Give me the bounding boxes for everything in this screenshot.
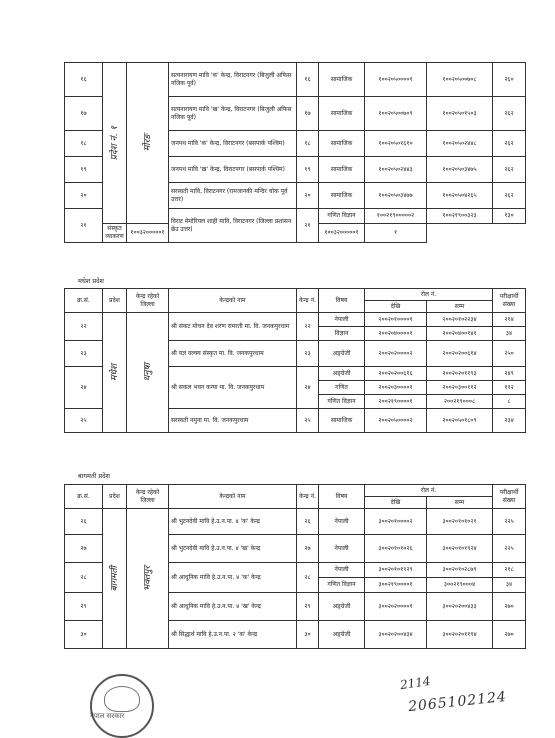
candidate-count: २१८: [493, 563, 526, 578]
subject: नेपाली: [319, 535, 365, 563]
subject: सामाजिक: [319, 97, 365, 131]
subject: सामाजिक: [319, 157, 365, 183]
subject: गणित विज्ञान: [319, 395, 365, 409]
subject: विज्ञान: [319, 327, 365, 341]
signature-line1: 2114: [399, 673, 432, 693]
center-name: श्री आधुनिक मावि हे.उ.न.पा. ४ 'ख' केन्द्र: [169, 593, 297, 621]
roll-to: २००२०२००६१४: [427, 341, 493, 367]
candidate-count: १: [365, 224, 427, 243]
roll-from: ३००२०१०१९२९: [365, 563, 427, 578]
province-cell: [103, 509, 127, 649]
header-subject: विषय: [319, 289, 365, 313]
table-row: [65, 63, 526, 97]
serial-number: २४: [65, 367, 103, 409]
roll-to: २००२०१०२२३४: [427, 313, 493, 327]
roll-from: २००२०३००००१: [365, 381, 427, 395]
roll-from: ३००२०२००४३४: [365, 621, 427, 649]
header-row: [65, 289, 526, 301]
district-label: भक्तपुर: [142, 565, 153, 592]
center-number: २२: [297, 313, 319, 341]
candidate-count: २६२: [493, 97, 526, 131]
center-number: २३: [297, 341, 319, 367]
seal-text: नेपाल सरकार: [90, 712, 125, 720]
roll-to: २००२०३००११२: [427, 381, 493, 395]
subject: संस्कृत व्याकरण: [103, 224, 127, 243]
center-name: श्री सिद्धार्थ मावि हे.उ.न.पा. २ 'क' केन्द्र: [169, 621, 297, 649]
roll-to: १००३२०००००१: [319, 224, 365, 243]
roll-to: ३००२०१०१०२१: [427, 509, 493, 535]
roll-to: ३००२०१०२८७९: [427, 563, 493, 578]
subject: गणित: [319, 381, 365, 395]
province-cell: [103, 313, 127, 433]
province-label: प्रदेश नं. १: [109, 125, 120, 161]
header-from: देखि: [365, 497, 427, 509]
candidate-count: ८: [493, 395, 526, 409]
candidate-count: २६०: [493, 63, 526, 97]
section1-table: [64, 62, 526, 243]
center-name: विराट मेमोरियल शाही मावि, विराटनगर (जिल्ला प्रशासन छेउ उत्तर): [169, 209, 297, 243]
center-name: श्री भुटनदेवी मावि हे.उ.न.पा. ४ 'ख' केन्द्र: [169, 535, 297, 563]
province-label: मधेश: [109, 363, 120, 382]
roll-from: १००३२०००००१: [127, 224, 169, 243]
center-name: सरस्वती नमुना मा. वि. जनकपुरधाम: [169, 409, 297, 433]
header-subject: विषय: [319, 485, 365, 509]
header-to: सम्म: [427, 301, 493, 313]
serial-number: २०: [65, 183, 103, 209]
subject: गणित विज्ञान: [319, 578, 365, 593]
candidate-count: २१४: [493, 313, 526, 327]
candidate-count: ३४: [493, 578, 526, 593]
district-cell: [127, 509, 169, 649]
section3-title: बागमती प्रदेश: [78, 472, 110, 480]
subject: नेपाली: [319, 563, 365, 578]
roll-from: २००२०२००००२: [365, 341, 427, 367]
roll-to: २००२०५०१८०९: [427, 409, 493, 433]
header-count: परीक्षार्थी संख्या: [493, 485, 526, 509]
serial-number: १८: [65, 131, 103, 157]
roll-to: ३००२०२०११९४: [427, 621, 493, 649]
header-count: परीक्षार्थी संख्या: [493, 289, 526, 313]
serial-number: १९: [65, 157, 103, 183]
candidate-count: २६२: [493, 183, 526, 209]
serial-number: २१: [65, 209, 103, 243]
section3-table: [64, 484, 526, 649]
candidate-count: ११२: [493, 381, 526, 395]
center-number: २६: [297, 509, 319, 535]
center-name: सत्यनारायण मावि 'ख' केन्द्र, विराटनगर (बिजुली अफिस नजिक पूर्व): [169, 97, 297, 131]
serial-number: २५: [65, 409, 103, 433]
candidate-count: २७०: [493, 593, 526, 621]
candidate-count: १३०: [493, 209, 526, 224]
header-sn: क्र.सं.: [65, 485, 103, 509]
district-cell: [127, 63, 169, 224]
roll-from: २००२०२००६१६: [365, 367, 427, 381]
roll-from: ३००२१९००००१: [365, 578, 427, 593]
roll-from: १००२०५०३४७७: [365, 183, 427, 209]
center-name: सरस्वती मावि, विराटनगर (रामजानकी मन्दिर चोक पूर्व उत्तर): [169, 183, 297, 209]
table-row: [65, 509, 526, 535]
header-center: केन्द्रको नाम: [169, 485, 297, 509]
serial-number: २६: [65, 509, 103, 535]
serial-number: १६: [65, 63, 103, 97]
roll-from: ३००२०१००००२: [365, 509, 427, 535]
roll-from: ३००२०१०१०२६: [365, 535, 427, 563]
center-number: २८: [297, 563, 319, 593]
seal-emblem-icon: [104, 686, 140, 712]
candidate-count: २२५: [493, 535, 526, 563]
candidate-count: २२५: [493, 509, 526, 535]
candidate-count: २५०: [493, 341, 526, 367]
district-cell: [127, 313, 169, 433]
candidate-count: २३४: [493, 409, 526, 433]
center-name: श्री भुटनदेवी मावि हे.उ.न.पा. ४ 'क' केन्द्र: [169, 509, 297, 535]
serial-number: २८: [65, 563, 103, 593]
roll-from: १००२०५०१६१०: [365, 131, 427, 157]
candidate-count: २६२: [493, 157, 526, 183]
district-label: धनुषा: [142, 363, 153, 382]
roll-to: ३००२०१०१९२४: [427, 535, 493, 563]
roll-to: २००२०२०११९३: [427, 367, 493, 381]
roll-to: २००२०४००१४१: [427, 327, 493, 341]
roll-to: १००२०५००७०८: [427, 63, 493, 97]
header-province: प्रदेश: [103, 289, 127, 313]
table-row: [65, 313, 526, 327]
serial-number: २९: [65, 593, 103, 621]
center-number: १७: [297, 97, 319, 131]
center-number: १६: [297, 63, 319, 97]
roll-to: २००२१९०००८: [427, 395, 493, 409]
serial-number: २३: [65, 341, 103, 367]
header-row: [65, 485, 526, 497]
subject: नेपाली: [319, 313, 365, 327]
center-number: ३०: [297, 621, 319, 649]
serial-number: २७: [65, 535, 103, 563]
district-label: मोरङ: [142, 134, 153, 152]
subject: सामाजिक: [319, 63, 365, 97]
header-from: देखि: [365, 301, 427, 313]
candidate-count: २६२: [493, 131, 526, 157]
header-to: सम्म: [427, 497, 493, 509]
center-number: १८: [297, 131, 319, 157]
section2-title: मधेश प्रदेश: [78, 277, 104, 285]
center-number: २५: [297, 409, 319, 433]
roll-from: २००२०४००००१: [365, 327, 427, 341]
roll-from: १००२०५००००१: [365, 63, 427, 97]
candidate-count: २७०: [493, 621, 526, 649]
center-number: २०: [297, 183, 319, 209]
header-center-no: केन्द्र नं.: [297, 289, 319, 313]
subject: गणित विज्ञान: [319, 209, 365, 224]
center-name: जनपथ मावि 'क' केन्द्र, विराटनगर (बसपार्क पश्चिम): [169, 131, 297, 157]
center-name: सत्यनारायण मावि 'क' केन्द्र, विराटनगर (बिजुली अफिस नजिक पूर्व): [169, 63, 297, 97]
serial-number: ३०: [65, 621, 103, 649]
header-province: प्रदेश: [103, 485, 127, 509]
candidate-count: ३४: [493, 327, 526, 341]
subject: नेपाली: [319, 509, 365, 535]
subject: सामाजिक: [319, 409, 365, 433]
candidate-count: २४९: [493, 367, 526, 381]
center-name: श्री आधुनिक मावि हे.उ.न.पा. ४ 'क' केन्द्र: [169, 563, 297, 593]
roll-to: १००२०५०४२६५: [427, 183, 493, 209]
center-number: २१: [297, 209, 319, 243]
header-center: केन्द्रको नाम: [169, 289, 297, 313]
center-number: २७: [297, 535, 319, 563]
subject: अङ्ग्रेजी: [319, 367, 365, 381]
roll-to: ३००२१९०००४: [427, 578, 493, 593]
header-district: केन्द्र रहेको जिल्ला: [127, 289, 169, 313]
subject: अङ्ग्रेजी: [319, 621, 365, 649]
header-roll: रोल नं.: [365, 485, 493, 497]
serial-number: १७: [65, 97, 103, 131]
header-district: केन्द्र रहेको जिल्ला: [127, 485, 169, 509]
roll-from: ३००२०२००००१: [365, 593, 427, 621]
subject: सामाजिक: [319, 131, 365, 157]
section2-table: [64, 288, 526, 433]
header-sn: क्र.सं.: [65, 289, 103, 313]
roll-from: २००२०१००००१: [365, 313, 427, 327]
center-number: २४: [297, 367, 319, 409]
government-seal: [90, 674, 154, 738]
roll-from: १००२१९०००००२: [365, 209, 427, 224]
subject: सामाजिक: [319, 183, 365, 209]
roll-from: २००२१९००००१: [365, 395, 427, 409]
subject: अङ्ग्रेजी: [319, 593, 365, 621]
province-label: बागमती: [109, 565, 120, 592]
roll-to: ३००२०२००४३३: [427, 593, 493, 621]
roll-to: १००२०५०३४७५: [427, 157, 493, 183]
province-cell: [103, 63, 127, 224]
center-number: २९: [297, 593, 319, 621]
serial-number: २२: [65, 313, 103, 341]
center-number: १९: [297, 157, 319, 183]
center-name: श्री यज्ञ वल्क्य संस्कृत मा. वि. जनकपुरधाम: [169, 341, 297, 367]
roll-to: १००२०५०२४४८: [427, 131, 493, 157]
center-name: श्री सकल भवन कन्या मा. वि. जनकपुरधाम: [169, 367, 297, 409]
roll-to: १००२०५०१५०३: [427, 97, 493, 131]
center-name: श्री संकट मोचन देव शरण रामरती मा. वि. जनकपुरधाम: [169, 313, 297, 341]
header-center-no: केन्द्र नं.: [297, 485, 319, 509]
roll-from: २००२०५००००२: [365, 409, 427, 433]
roll-from: १००२०५०२४४३: [365, 157, 427, 183]
roll-from: १००२०५००७०९: [365, 97, 427, 131]
signature-line2: 2065102124: [407, 688, 508, 716]
roll-to: १००२१९००३२३: [427, 209, 493, 224]
center-name: जनपथ मावि 'ख' केन्द्र, विराटनगर (बसपार्क पश्चिम): [169, 157, 297, 183]
header-roll: रोल नं.: [365, 289, 493, 301]
subject: अङ्ग्रेजी: [319, 341, 365, 367]
